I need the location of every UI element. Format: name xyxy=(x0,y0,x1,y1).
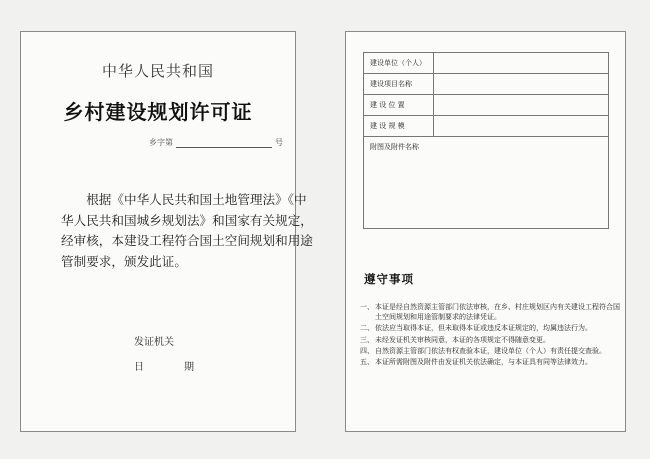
rules-list xyxy=(360,302,622,368)
rule-item xyxy=(360,346,622,356)
table-row xyxy=(364,137,609,229)
serial-prefix: 乡字第 xyxy=(149,138,173,147)
certificate-body-text xyxy=(61,190,313,272)
rule-text: 依法应当取得本证，但未取得本证或违反本证规定的，均属违法行为。 xyxy=(375,324,592,333)
body-line: 根据《中华人民共和国土地管理法》《中 xyxy=(86,192,307,207)
issue-date-label xyxy=(134,358,194,373)
certificate-cover-page xyxy=(20,31,313,432)
table-row xyxy=(364,74,609,95)
field-label-location: 建 设 位 置 xyxy=(364,95,434,116)
date-char-1: 日 xyxy=(134,362,144,373)
rule-item xyxy=(360,357,622,367)
field-label-project-name: 建设项目名称 xyxy=(364,74,434,95)
serial-number-line xyxy=(149,137,283,148)
rule-item xyxy=(360,335,622,345)
rule-text: 本证是经自然资源主管部门依法审核，在乡、村庄规划区内有关建设工程符合国土空间规划和用途管制要求的法律凭证。 xyxy=(375,303,620,322)
field-value-location xyxy=(434,95,609,116)
rule-text: 本证所需附图及附件由发证机关依法确定，与本证具有同等法律效力。 xyxy=(375,358,592,367)
certificate-info-page xyxy=(345,31,626,432)
serial-suffix: 号 xyxy=(275,138,283,147)
rule-text: 未经发证机关审核同意，本证的各项规定不得随意变更。 xyxy=(375,335,550,344)
body-line: 华人民共和国城乡规划法》和国家有关规定， xyxy=(61,212,313,228)
body-line: 管制要求，颁发此证。 xyxy=(61,253,187,269)
rule-number: 一、 xyxy=(360,303,374,311)
serial-blank xyxy=(176,138,272,148)
rule-number: 四、 xyxy=(360,346,374,355)
field-value-scale xyxy=(434,116,609,137)
table-row xyxy=(364,53,609,74)
field-value-applicant xyxy=(434,53,609,74)
country-name: 中华人民共和国 xyxy=(101,62,214,80)
table-row xyxy=(364,116,609,137)
rule-text: 自然资源主管部门依法有权查验本证，建设单位（个人）有责任提交查验。 xyxy=(375,346,606,355)
project-info-table xyxy=(363,52,609,229)
field-label-attachments: 附图及附件名称 xyxy=(364,137,609,229)
rule-item xyxy=(360,323,622,333)
rule-number: 三、 xyxy=(360,335,374,344)
field-value-project-name xyxy=(434,74,609,95)
field-label-scale: 建 设 规 模 xyxy=(364,116,434,137)
issuing-authority-label: 发证机关 xyxy=(134,337,174,348)
certificate-title: 乡村建设规划许可证 xyxy=(63,100,253,124)
table-row xyxy=(364,95,609,116)
date-char-2: 期 xyxy=(184,362,194,373)
rule-number: 二、 xyxy=(360,324,374,333)
rule-item xyxy=(360,302,622,322)
rule-number: 五、 xyxy=(360,358,374,367)
field-label-applicant: 建设单位（个人） xyxy=(364,53,434,74)
rules-heading: 遵守事项 xyxy=(364,272,414,286)
body-line: 经审核，本建设工程符合国土空间规划和用途 xyxy=(61,233,313,248)
